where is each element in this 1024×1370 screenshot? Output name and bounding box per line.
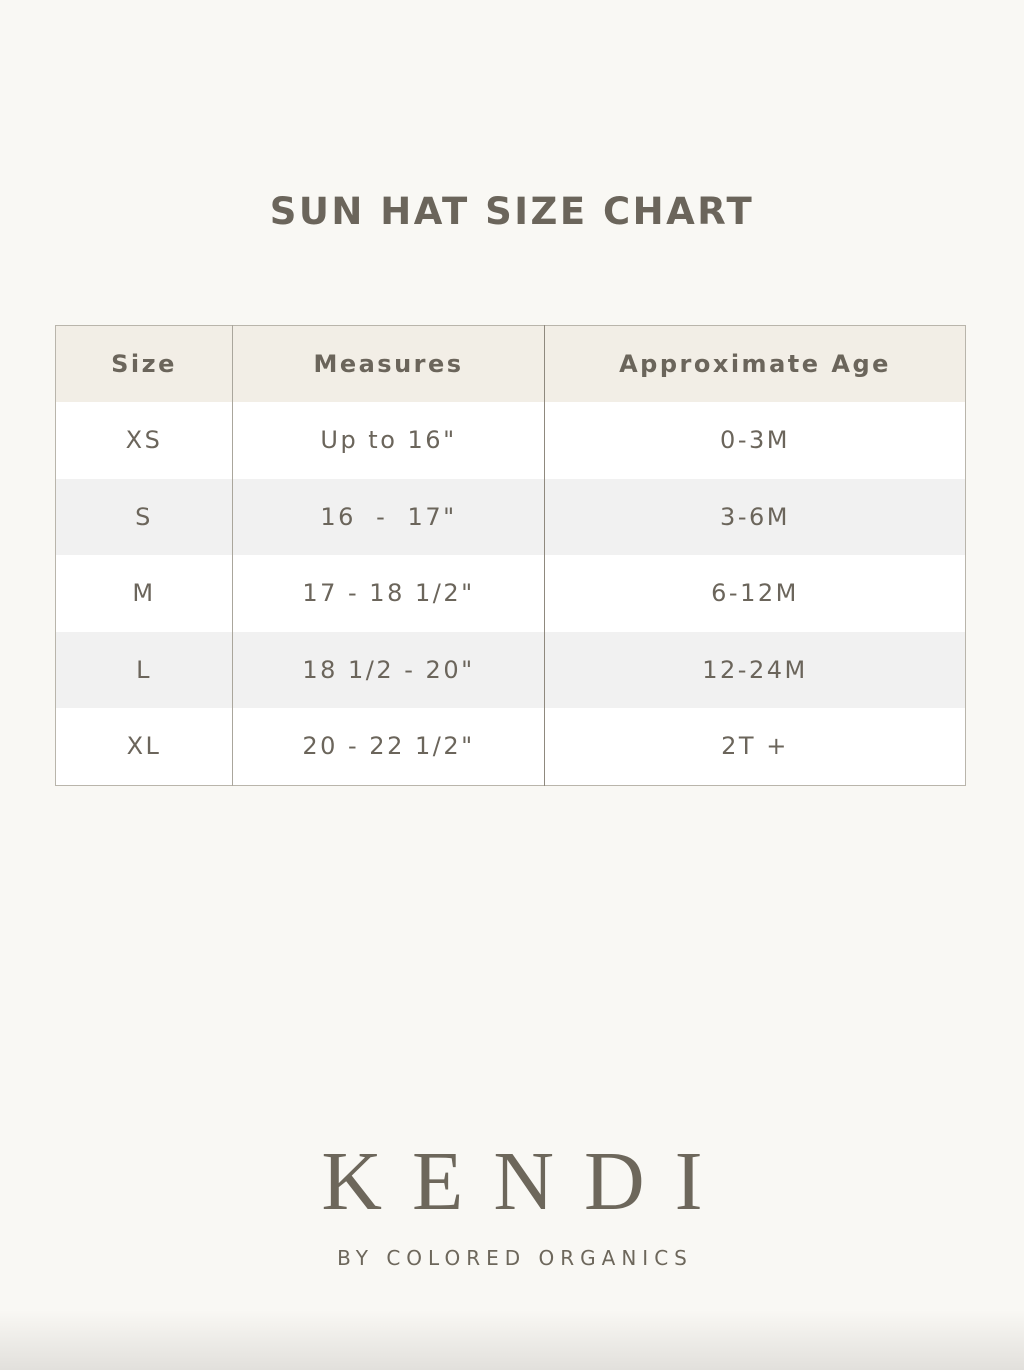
size-chart-table (55, 325, 966, 786)
cell-size: XS (56, 402, 233, 479)
table-header-row (56, 326, 966, 403)
cell-measures: 16 - 17" (233, 479, 545, 556)
cell-age: 3-6M (545, 479, 966, 556)
cell-age: 0-3M (545, 402, 966, 479)
header-approximate-age: Approximate Age (545, 326, 966, 403)
page-title: SUN HAT SIZE CHART (269, 190, 755, 233)
cell-size: XL (56, 708, 233, 785)
header-size: Size (56, 326, 233, 403)
cell-measures: 20 - 22 1/2" (233, 708, 545, 785)
table-row (56, 479, 966, 556)
cell-measures: Up to 16" (233, 402, 545, 479)
brand-name: KENDI (321, 1135, 733, 1228)
table-row (56, 708, 966, 785)
brand-tagline: BY COLORED ORGANICS (337, 1246, 693, 1270)
bottom-fade-shadow (0, 1310, 1024, 1370)
cell-size: M (56, 555, 233, 632)
table-row (56, 402, 966, 479)
cell-age: 12-24M (545, 632, 966, 709)
table-row (56, 632, 966, 709)
brand-logo (0, 1135, 1024, 1270)
cell-age: 6-12M (545, 555, 966, 632)
header-measures: Measures (233, 326, 545, 403)
cell-age: 2T + (545, 708, 966, 785)
cell-size: L (56, 632, 233, 709)
cell-measures: 17 - 18 1/2" (233, 555, 545, 632)
table-row (56, 555, 966, 632)
cell-size: S (56, 479, 233, 556)
cell-measures: 18 1/2 - 20" (233, 632, 545, 709)
